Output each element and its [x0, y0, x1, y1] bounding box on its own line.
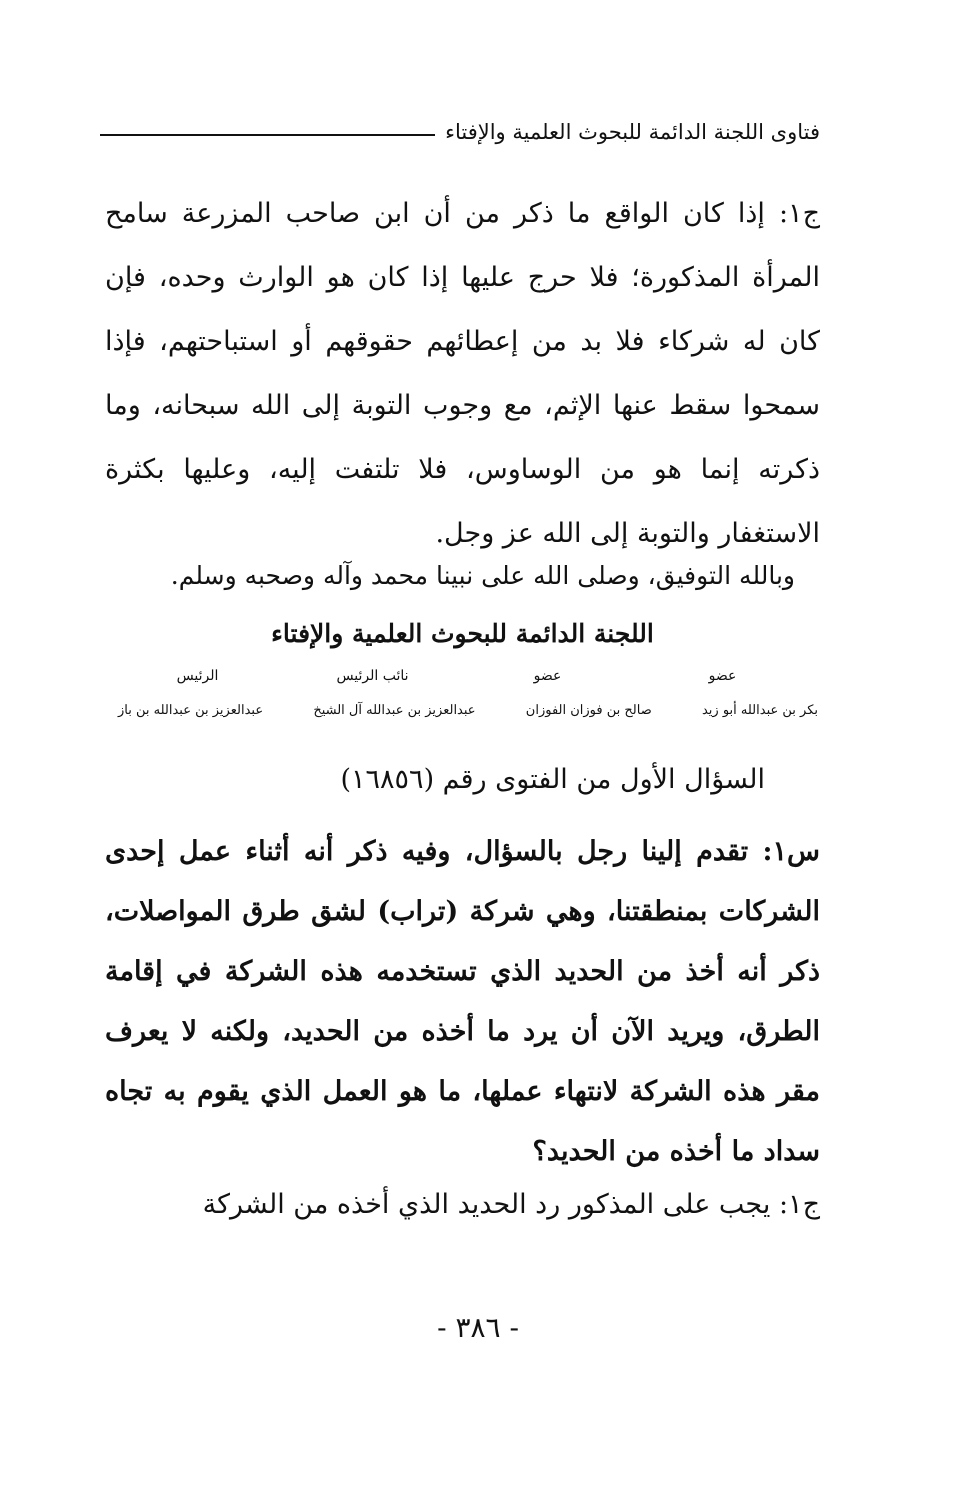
member-name: صالح بن فوزان الفوزان: [525, 703, 652, 718]
closing-line: وبالله التوفيق، وصلى الله على نبينا محمد وآله وصحبه وسلم.: [170, 561, 795, 590]
member-role: عضو: [708, 668, 737, 684]
header-title: فتاوى اللجنة الدائمة للبحوث العلمية والإفتاء: [445, 120, 820, 144]
page-header: [100, 112, 820, 152]
member-role: عضو: [533, 668, 562, 684]
answer-paragraph-2: ج١: يجب على المذكور رد الحديد الذي أخذه من الشركة: [202, 1189, 820, 1220]
vice-president-name: عبدالعزيز بن عبدالله آل الشيخ: [313, 703, 476, 718]
question-paragraph: س١: تقدم إلينا رجل بالسؤال، وفيه ذكر أنه أثناء عمل إحدى الشركات بمنطقتنا، وهي شركة (تراب) لشق طرق المواصلات، ذكر أنه أخذ من الحديد الذي تستخدمه هذه الشركة في إقامة الطرق، ويريد الآن أن يرد ما أخذه من الحديد، ولكنه لا يعرف مقر هذه الشركة لانتهاء عملها، ما هو العمل الذي يقوم به تجاه سداد ما أخذه من الحديد؟: [105, 836, 820, 1167]
question-heading: السؤال الأول من الفتوى رقم (١٦٨٥٦): [340, 764, 765, 795]
answer-paragraph: ج١: إذا كان الواقع ما ذكر من أن ابن صاحب المزرعة سامح المرأة المذكورة؛ فلا حرج عليها إذا كان هو الوارث وحده، فإن كان له شركاء فلا بد من إعطائهم حقوقهم أو استباحتهم، فإذا سمحوا سقط عنها الإثم، مع وجوب التوبة إلى الله سبحانه، وما ذكرته إنما هو من الوساوس، فلا تلتفت إليه، وعليها بكثرة الاستغفار والتوبة إلى الله عز وجل.: [105, 198, 820, 549]
signatory-roles: [110, 665, 810, 687]
member-name: بكر بن عبدالله أبو زيد: [701, 703, 818, 718]
signatory-names: [118, 700, 818, 722]
page-number: - ٣٨٦ -: [437, 1311, 519, 1344]
committee-title: اللجنة الدائمة للبحوث العلمية والإفتاء: [271, 619, 654, 648]
president-name: عبدالعزيز بن عبدالله بن باز: [118, 703, 264, 718]
president-role: الرئيس: [176, 668, 219, 684]
header-rule: [100, 134, 435, 136]
vice-president-role: نائب الرئيس: [336, 668, 409, 684]
